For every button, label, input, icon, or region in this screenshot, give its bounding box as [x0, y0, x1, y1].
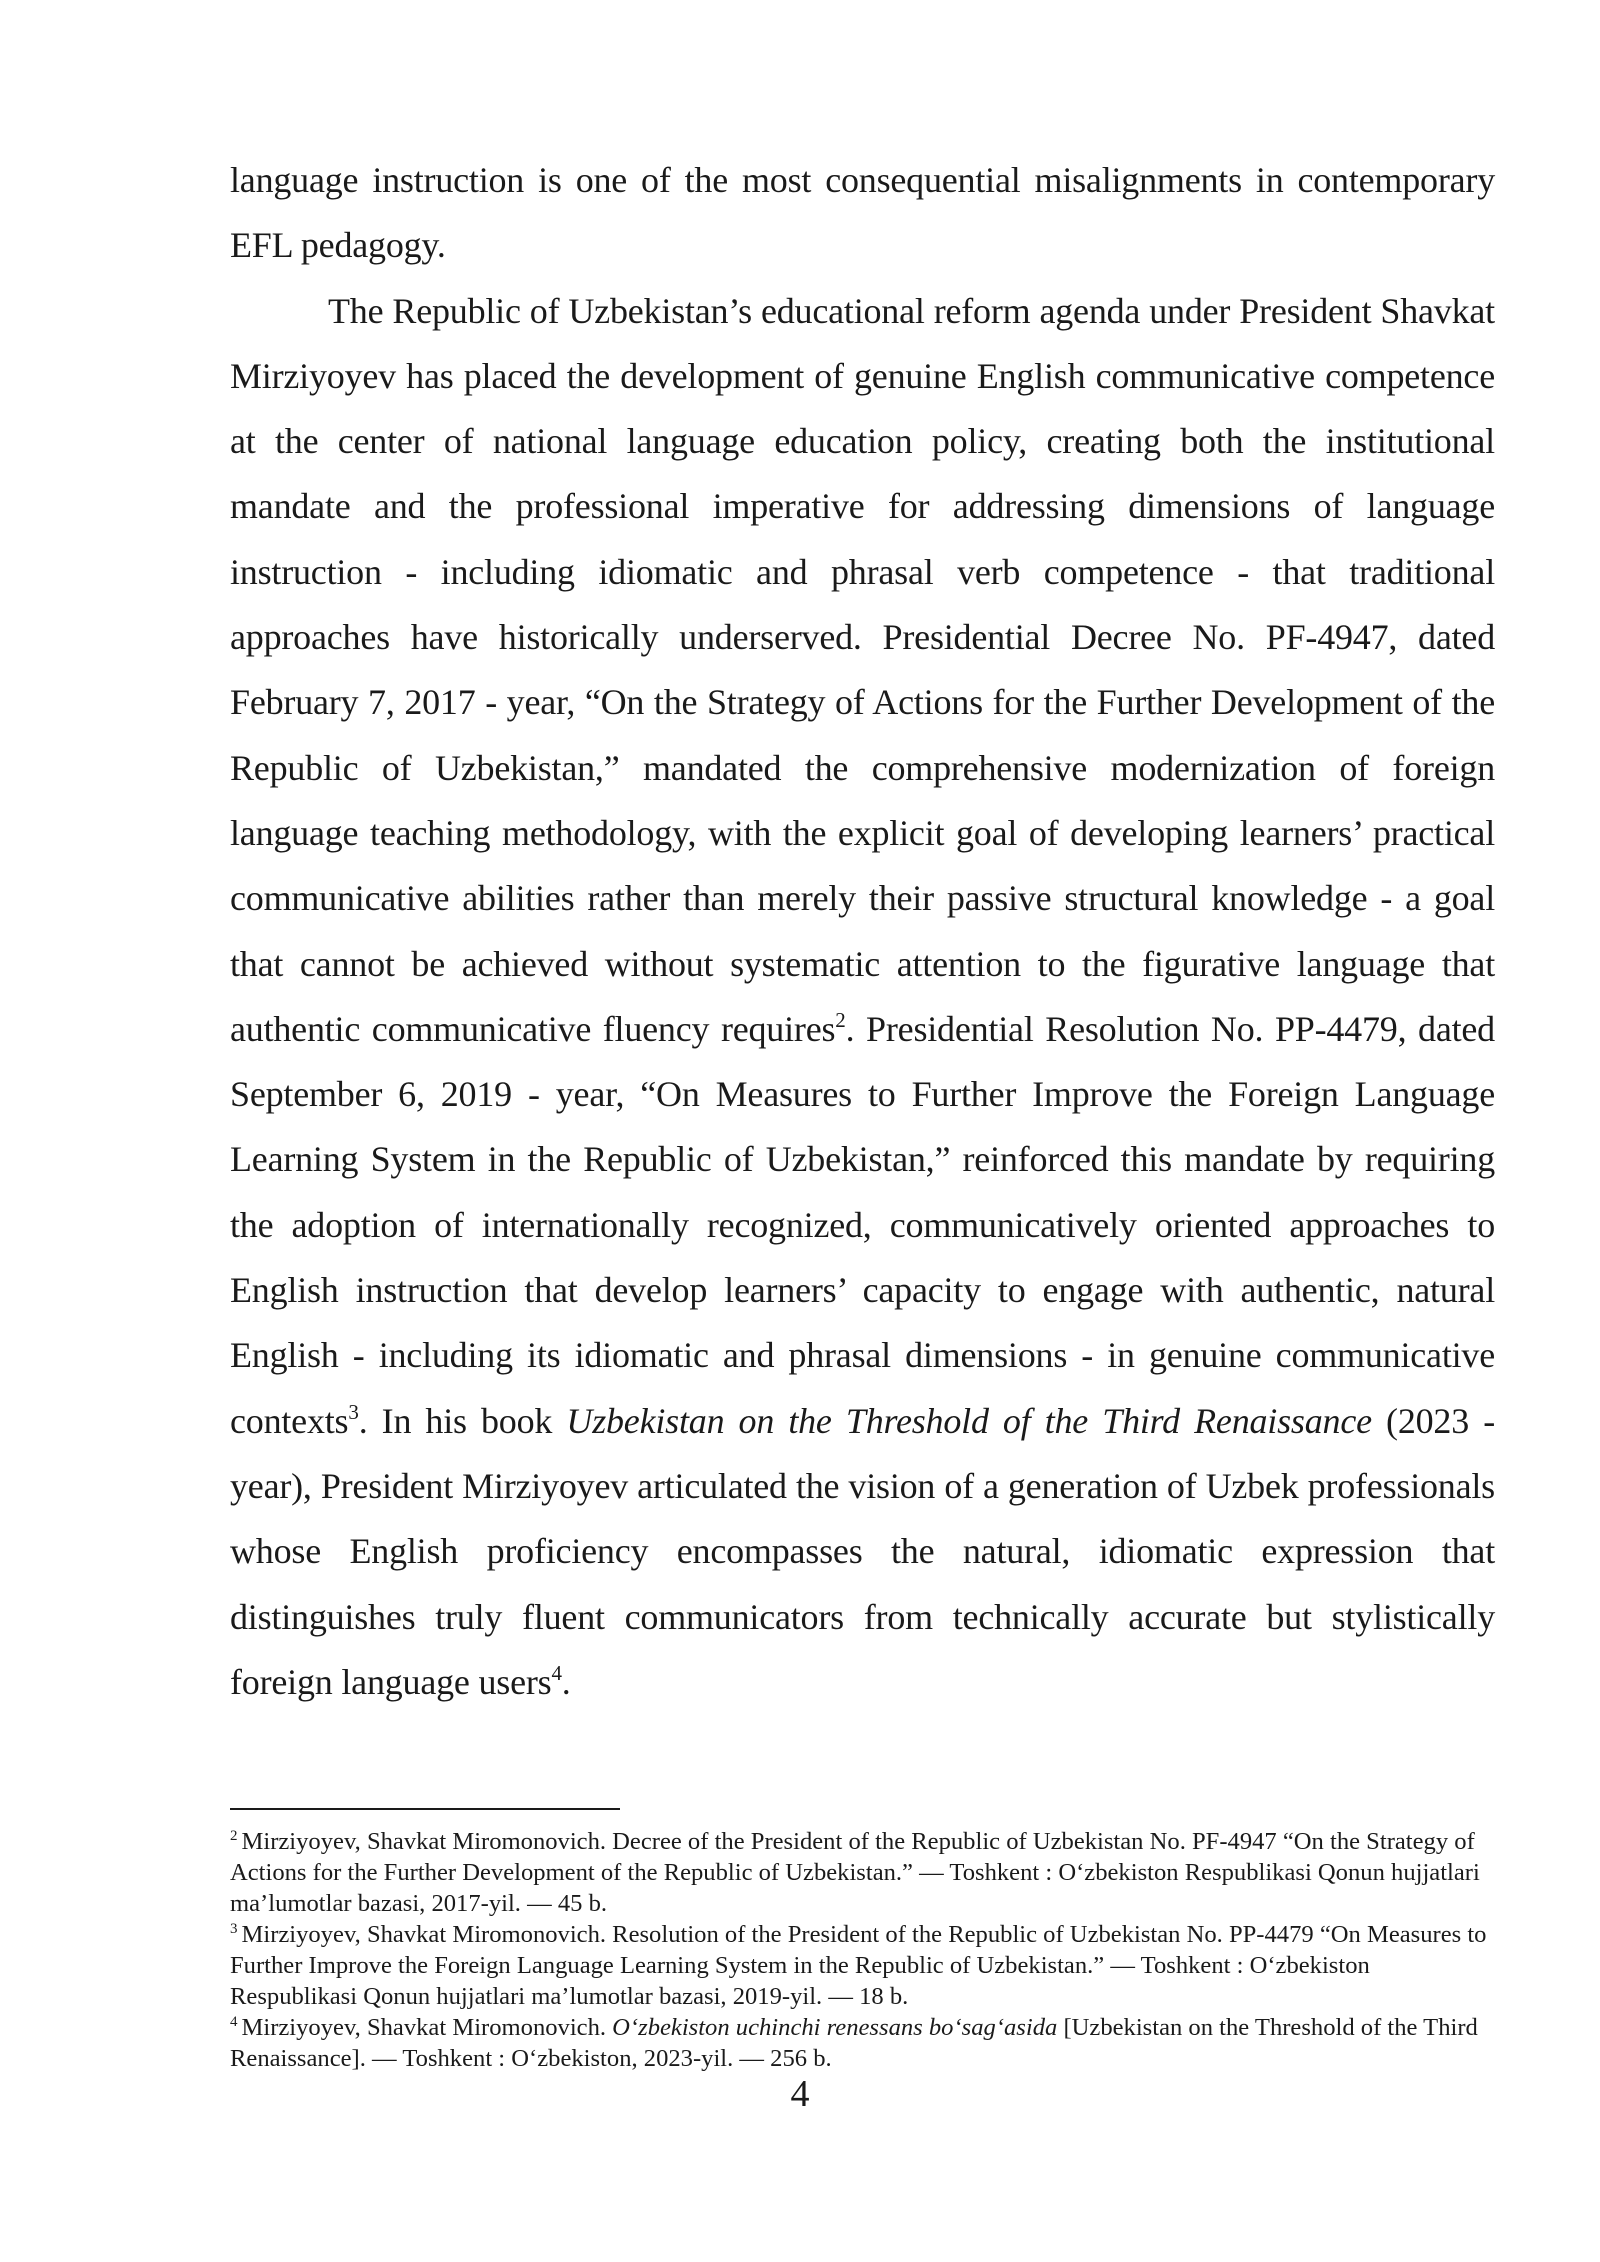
footnote-3 — [230, 1919, 1495, 2012]
paragraph-text-segment: . In his book — [358, 1400, 567, 1441]
footnote-separator — [230, 1808, 620, 1810]
footnote-number: 4 — [230, 2014, 238, 2030]
footnote-number: 2 — [230, 1828, 238, 1844]
footnote-text: [Uzbekistan on the Threshold of the Third Renaissance]. — Toshkent : O‘zbekiston, 2023-yil. — 256 b. — [230, 2014, 1478, 2072]
footnote-2 — [230, 1826, 1495, 1919]
paragraph-uzbekistan-reform — [230, 279, 1495, 1716]
paragraph-text-segment: (2023 - year), President Mirziyoyev articulated the vision of a generation of Uzbek professionals whose English proficiency encompasses the natural, idiomatic expression that distinguishes truly fluent communicators from technically accurate but stylistically foreign language users — [230, 1400, 1495, 1702]
footnote-text: Mirziyoyev, Shavkat Miromonovich. Decree of the President of the Republic of Uzbekistan No. PF-4947 “On the Strategy of Actions for the Further Development of the Republic of Uzbekistan.” — Toshkent : O‘zbekiston Respublikasi Qonun hujjatlari ma’lumotlar bazasi, 2017-yil. — 45 b. — [230, 1828, 1480, 1917]
footnote-ref-4[interactable]: 4 — [551, 1660, 562, 1685]
footnotes-section — [230, 1826, 1495, 2074]
page-number: 4 — [790, 2073, 810, 2115]
footnote-text: Mirziyoyev, Shavkat Miromonovich. — [241, 2014, 613, 2041]
paragraph-text-segment: . — [561, 1661, 571, 1702]
paragraph-text-segment: . Presidential Resolution No. PP-4479, dated September 6, 2019 - year, “On Measures to Further Improve the Foreign Language Learning System in the Republic of Uzbekistan,” reinforced this mandate by requiring the adoption of internationally recognized, communicatively oriented approaches to English instruction that develop learners’ capacity to engage with authentic, natural English - including its idiomatic and phrasal dimensions - in genuine communicative contexts — [230, 1008, 1495, 1441]
main-body-text — [230, 148, 1495, 1715]
footnote-ref-3[interactable]: 3 — [348, 1399, 359, 1424]
book-title: Uzbekistan on the Threshold of the Third Renaissance — [566, 1400, 1372, 1441]
footnote-4 — [230, 2012, 1495, 2074]
footnote-book-title: O‘zbekiston uchinchi renessans bo‘sag‘asida — [612, 2014, 1058, 2041]
paragraph-continuation: language instruction is one of the most consequential misalignments in contemporary EFL pedagogy. — [230, 160, 1495, 266]
footnote-text: Mirziyoyev, Shavkat Miromonovich. Resolution of the President of the Republic of Uzbekistan No. PP-4479 “On Measures to Further Improve the Foreign Language Learning System in the Republic of Uzbekistan.” — Toshkent : O‘zbekiston Respublikasi Qonun hujjatlari ma’lumotlar bazasi, 2019-yil. — 18 b. — [230, 1921, 1487, 2010]
footnote-number: 3 — [230, 1921, 238, 1937]
footnote-ref-2[interactable]: 2 — [835, 1007, 846, 1032]
paragraph-text-segment: The Republic of Uzbekistan’s educational reform agenda under President Shavkat Mirziyoyev has placed the development of genuine English communicative competence at the center of national language education policy, creating both the institutional mandate and the professional imperative for addressing dimensions of language instruction - including idiomatic and phrasal verb competence - that traditional approaches have historically underserved. Presidential Decree No. PF-4947, dated February 7, 2017 - year, “On the Strategy of Actions for the Further Development of the Republic of Uzbekistan,” mandated the comprehensive modernization of foreign language teaching methodology, with the explicit goal of developing learners’ practical communicative abilities rather than merely their passive structural knowledge - a goal that cannot be achieved without systematic attention to the figurative language that authentic communicative fluency requires — [230, 290, 1495, 1049]
